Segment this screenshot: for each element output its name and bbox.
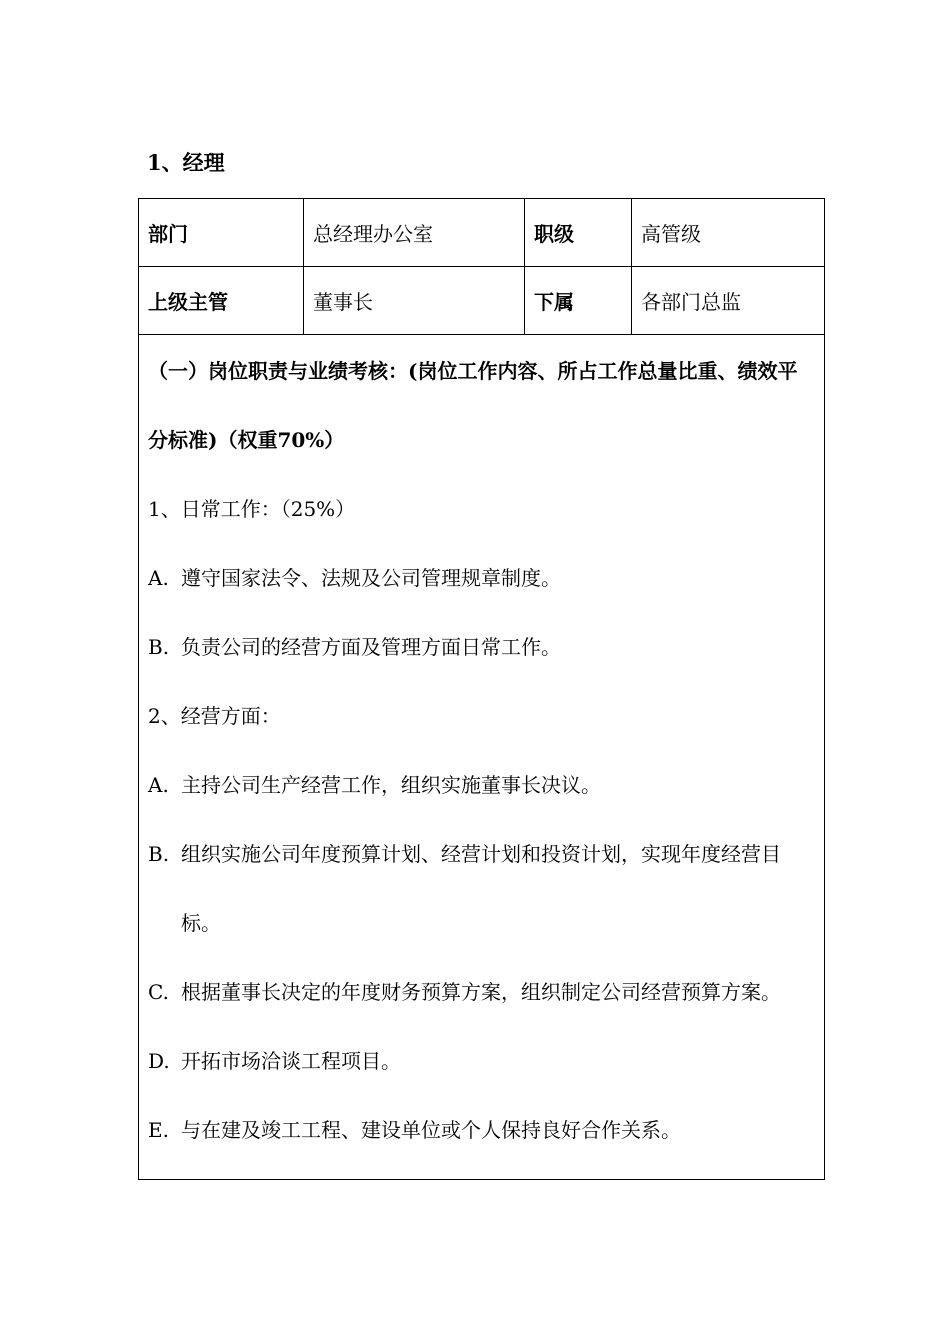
department-label: 部门 (139, 199, 304, 267)
item-marker: B. (148, 635, 170, 659)
supervisor-label: 上级主管 (139, 267, 304, 335)
section-heading: 1、经理 (147, 150, 225, 175)
subordinate-value: 各部门总监 (632, 267, 825, 335)
subordinate-label: 下属 (525, 267, 632, 335)
list-item (148, 751, 815, 820)
content-row (139, 335, 825, 1180)
info-row-department (139, 199, 825, 267)
item-text: 主持公司生产经营工作，组织实施董事长决议。 (181, 773, 601, 797)
item-text: 组织实施公司年度预算计划、经营计划和投资计划，实现年度经营目标。 (181, 842, 781, 935)
list-item (148, 958, 815, 1027)
duties-title: （一）岗位职责与业绩考核：(岗位工作内容、所占工作总量比重、绩效平分标准)（权重70%） (148, 359, 798, 452)
item-text: 与在建及竣工工程、建设单位或个人保持良好合作关系。 (181, 1118, 681, 1142)
level-label: 职级 (525, 199, 632, 267)
operations-title: 2、经营方面： (148, 704, 281, 728)
item-marker: E. (148, 1118, 169, 1142)
item-marker: B. (148, 842, 170, 866)
item-marker: A. (148, 773, 169, 797)
list-item (148, 1096, 815, 1165)
item-marker: C. (148, 980, 169, 1004)
list-item (148, 820, 815, 958)
department-value: 总经理办公室 (304, 199, 525, 267)
item-text: 遵守国家法令、法规及公司管理规章制度。 (181, 566, 561, 590)
list-item (148, 544, 815, 613)
item-text: 根据董事长决定的年度财务预算方案，组织制定公司经营预算方案。 (181, 980, 781, 1004)
list-item (148, 1027, 815, 1096)
item-marker: A. (148, 566, 169, 590)
duties-cell (139, 335, 825, 1180)
daily-work-title: 1、日常工作：（25%） (148, 497, 356, 521)
item-text: 负责公司的经营方面及管理方面日常工作。 (181, 635, 561, 659)
supervisor-value: 董事长 (304, 267, 525, 335)
list-item (148, 613, 815, 682)
item-marker: D. (148, 1049, 170, 1073)
level-value: 高管级 (632, 199, 825, 267)
item-text: 开拓市场洽谈工程项目。 (181, 1049, 401, 1073)
info-row-supervisor (139, 267, 825, 335)
job-description-table (138, 198, 825, 1180)
